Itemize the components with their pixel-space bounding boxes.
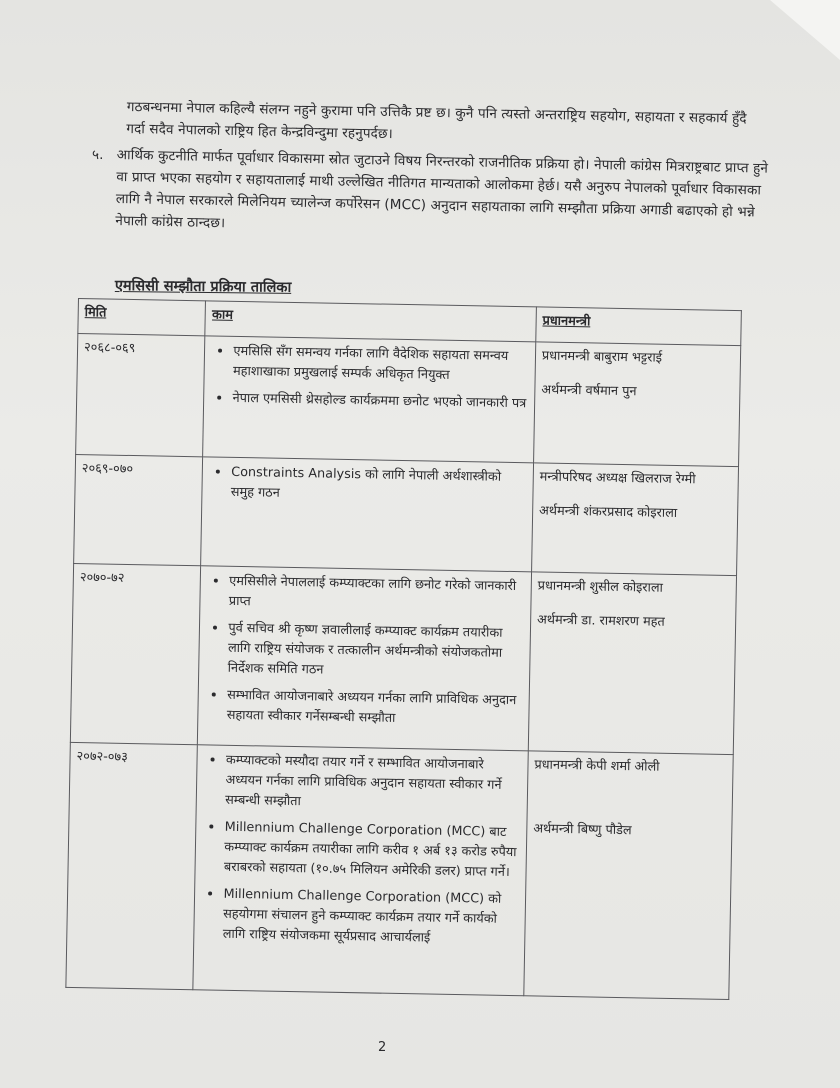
row-date: २०७०-७२: [70, 563, 201, 744]
mcc-process-table: [65, 298, 742, 1000]
pm-name: मन्त्रीपरिषद अध्यक्ष खिलराज रेग्मी: [539, 469, 696, 488]
page-number: 2: [378, 1040, 387, 1055]
row-pm: [528, 572, 736, 755]
row-date: २०६८-०६९: [76, 334, 206, 457]
table-row: [76, 334, 741, 467]
row-date: २०६९-०७०: [74, 454, 203, 565]
row-work: [203, 336, 536, 463]
row-pm: [533, 342, 740, 467]
paragraph-economic-diplomacy: आर्थिक कुटनीति मार्फत पूर्वाधार विकासमा स्रोत जुटाउने विषय निरन्तरको राजनीतिक प्रक्रिया हो। नेपाली कांग्रेस मित्रराष्ट्रबाट प्राप्त हुने वा प्राप्त भएका सहयोग र सहायतालाई माथी उल्लेखित नीतिगत मान्यताको आलोकमा हेर्छ। यसै अनुरुप नेपालको पूर्वाधार विकासका लागि नै नेपाल सरकारले मिलेनियम च्यालेन्ज कर्पोरेसन (MCC) अनुदान सहायताका लागि सम्झौता प्रक्रिया अगाडी बढाएको हो भन्ने नेपाली कांग्रेस ठान्दछ।: [115, 146, 769, 232]
paragraph-coalition: गठबन्धनमा नेपाल कहिल्यै संलग्न नहुने कुरामा पनि उत्तिकै प्रष्ट छ। कुनै पनि त्यस्तो अन्तराष्ट्रिय सहयोग, सहायता र सहकार्य हुँदै गर्दा सदैव नेपालको राष्ट्रिय हित केन्द्रविन्दुमा रहनुपर्दछ।: [126, 98, 747, 143]
row-pm: [524, 751, 734, 1000]
page-corner-fold: [770, 0, 840, 60]
table-row: [70, 563, 736, 754]
pm-name: प्रधानमन्त्री बाबुराम भट्टराई: [541, 348, 663, 366]
header-pm: प्रधानमन्त्री: [536, 307, 742, 346]
row-date: २०७२-०७३: [66, 742, 198, 989]
work-item: • Constraints Analysis को लागि नेपाली अर्थशास्त्रीको समुह गठन: [231, 462, 527, 508]
pm-name: प्रधानमन्त्री शुसील कोइराला: [537, 578, 664, 596]
finance-minister-name: अर्थमन्त्री शंकरप्रसाद कोइराला: [538, 503, 678, 522]
table-heading: एमसिसी सम्झौता प्रक्रिया तालिका: [114, 277, 292, 296]
paragraph-number: ५.: [92, 147, 104, 163]
header-date: मिति: [78, 299, 206, 336]
work-item: • पुर्व सचिव श्री कृष्ण ज्ञवालीलाई कम्प्याक्ट कार्यक्रम तयारीका लागि राष्ट्रिय संयोजक र तत्कालीन अर्थमन्त्रीको संयोजकतोमा निर्देशक समिति गठन: [227, 618, 524, 684]
work-item: • Millennium Challenge Corporation (MCC) बाट कम्प्याक्ट कार्यक्रम तयारीका लागि करीव १ अर्ब १३ करोड रुपैया बराबरको सहायता (१०.७५ मिलियन अमेरिकी डलर) प्राप्त गर्ने।: [224, 817, 521, 883]
finance-minister-name: अर्थमन्त्री डा. रामशरण महत: [536, 612, 665, 630]
table-row: [74, 454, 739, 575]
row-work: [193, 745, 528, 996]
work-item: • कम्प्याक्टको मस्यौदा तयार गर्ने र सम्भावित आयोजनाबारे अध्ययन गर्नका लागि प्राविधिक अनुदान सहायता स्वीकार गर्ने सम्बन्धी सम्झौता: [225, 750, 522, 816]
work-item: • सम्भावित आयोजनाबारे अध्ययन गर्नका लागि प्राविधिक अनुदान सहायता स्वीकार गर्नेसम्बन्धी सम्झौता: [227, 685, 523, 731]
table-row: [66, 742, 733, 999]
row-work: [201, 457, 533, 572]
work-item: • एमसिसि सँग समन्वय गर्नका लागि वैदेशिक सहायता समन्वय महाशाखाका प्रमुखलाई सम्पर्क अधिकृत नियुक्त: [233, 341, 529, 387]
finance-minister-name: अर्थमन्त्री बिष्णु पौडेल: [533, 821, 632, 839]
header-work: काम: [205, 301, 536, 342]
row-work: [198, 566, 532, 751]
work-item: • नेपाल एमसिसी थ्रेसहोल्ड कार्यक्रममा छनोट भएको जानकारी पत्र: [232, 388, 528, 414]
row-pm: [531, 463, 738, 576]
work-item: • एमसिसीले नेपाललाई कम्प्याक्टका लागि छनोट गरेको जानकारी प्राप्त: [229, 571, 525, 617]
finance-minister-name: अर्थमन्त्री वर्षमान पुन: [541, 382, 637, 400]
pm-name: प्रधानमन्त्री केपी शर्मा ओली: [534, 757, 660, 775]
work-item: • Millennium Challenge Corporation (MCC) को सहयोगमा संचालन हुने कम्प्याक्ट कार्यक्रम तयार गर्ने कार्यको लागि राष्ट्रिय संयोजकमा सूर्यप्रसाद आचार्यलाई: [223, 884, 520, 950]
